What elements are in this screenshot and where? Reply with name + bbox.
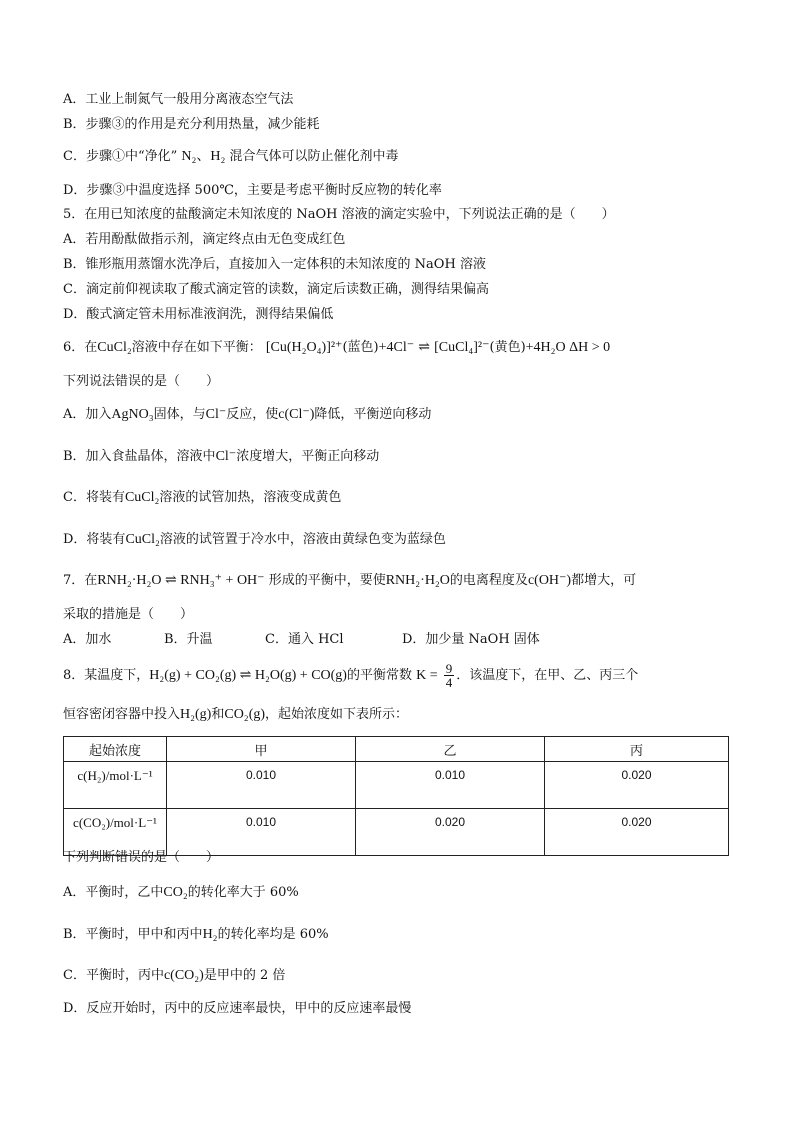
q8-option-b-text-2: 的转化率均是 60% bbox=[217, 927, 329, 942]
table-cell: 0.010 bbox=[167, 762, 356, 809]
q6-formula-cucl2-d: CuCl₂ bbox=[125, 532, 160, 547]
q5-option-a: A．若用酚酞做指示剂，滴定终点由无色变成红色 bbox=[63, 232, 346, 247]
table-header-row bbox=[64, 737, 729, 762]
q8-option-a bbox=[63, 884, 299, 902]
q8-option-c-text: C．平衡时，丙中 bbox=[63, 968, 164, 983]
table-cell: 0.020 bbox=[545, 809, 729, 856]
q5-option-b: B．锥形瓶用蒸馏水洗净后，直接加入一定体积的未知浓度的 NaOH 溶液 bbox=[63, 257, 486, 272]
q8-k-denominator: 4 bbox=[445, 675, 453, 690]
q6-ion-complex-1: [Cu(H₂O₄)]²⁺ bbox=[265, 340, 343, 355]
q7-stem-text: 7．在 bbox=[63, 573, 98, 588]
table-header-cell: 乙 bbox=[356, 737, 545, 762]
q8-k-fraction bbox=[444, 662, 455, 689]
q6-formula-ccl: c(Cl⁻) bbox=[278, 407, 315, 422]
q6-option-c-text-2: 溶液的试管加热，溶液变成黄色 bbox=[159, 490, 342, 505]
q7-stem-text-2: 形成的平衡中，要使 bbox=[268, 573, 386, 588]
q8-formula-co2g: CO₂(g) bbox=[224, 707, 266, 722]
table-row-label: c(CO₂)/mol·L⁻¹ bbox=[64, 809, 167, 856]
q8-line2-and: 和 bbox=[211, 707, 225, 722]
q6-color-blue: (蓝色) bbox=[342, 340, 379, 355]
q8-stem-text: 8．某温度下， bbox=[63, 668, 150, 683]
table-header-cell: 起始浓度 bbox=[64, 737, 167, 762]
q8-option-a-text-2: 的转化率大于 60% bbox=[187, 885, 299, 900]
q4-option-c-text: C．步骤①中“净化” bbox=[63, 149, 178, 164]
q6-option-c-text: C．将装有 bbox=[63, 490, 125, 505]
q6-formula-cl: Cl⁻ bbox=[205, 407, 227, 422]
q6-option-a-text-4: 降低，平衡逆向移动 bbox=[314, 407, 432, 422]
table-cell: 0.020 bbox=[356, 809, 545, 856]
q4-option-c-formula: N₂、H₂ bbox=[181, 149, 226, 164]
table-header-cell: 丙 bbox=[545, 737, 729, 762]
table-row bbox=[64, 762, 729, 809]
table-header-cell: 甲 bbox=[167, 737, 356, 762]
q8-option-b bbox=[63, 926, 329, 944]
initial-concentration-table bbox=[63, 736, 729, 856]
q7-stem-text-4: 都增大，可 bbox=[571, 573, 637, 588]
q4-option-c bbox=[63, 148, 399, 166]
q6-formula-cucl2: CuCl₂ bbox=[97, 340, 132, 355]
q6-option-a-text-3: 反应，使 bbox=[226, 407, 279, 422]
q6-color-yellow: (黄色) bbox=[489, 340, 526, 355]
q5-stem: 5．在用已知浓度的盐酸滴定未知浓度的 NaOH 溶液的滴定实验中，下列说法正确的是（ ） bbox=[63, 207, 615, 222]
q4-option-d: D．步骤③中温度选择 500℃，主要是考虑平衡时反应物的转化率 bbox=[63, 183, 442, 198]
q8-equation: H₂(g) + CO₂(g) ⇌ H₂O(g) + CO(g) bbox=[149, 668, 347, 683]
q7-stem-line-2: 采取的措施是（ ） bbox=[63, 607, 194, 622]
q6-option-b bbox=[63, 448, 379, 466]
q8-line2-text: 恒容密闭容器中投入 bbox=[63, 707, 181, 722]
q7-stem-text-3: 的电离程度及 bbox=[449, 573, 528, 588]
q8-option-c-formula: c(CO₂) bbox=[163, 968, 204, 983]
q8-option-c bbox=[63, 967, 285, 985]
q7-stem bbox=[63, 572, 636, 590]
q8-option-b-text: B．平衡时，甲中和丙中 bbox=[63, 927, 203, 942]
q6-sub-question: 下列说法错误的是（ ） bbox=[63, 374, 220, 389]
q8-line2-text-2: ，起始浓度如下表所示： bbox=[265, 707, 409, 722]
q6-formula-cl-b: Cl⁻ bbox=[215, 449, 237, 464]
q6-option-d-text: D．将装有 bbox=[63, 532, 126, 547]
q8-option-a-formula: CO₂ bbox=[163, 885, 188, 900]
q8-option-a-text: A．平衡时，乙中 bbox=[63, 885, 164, 900]
q8-stem-text-2: 的平衡常数 bbox=[346, 668, 412, 683]
q6-stem-text-2: 溶液中存在如下平衡： bbox=[131, 340, 262, 355]
q7-formula-base: RNH₂·H₂O bbox=[385, 573, 450, 588]
q6-option-d bbox=[63, 531, 446, 549]
q7-option-a: A．加水 bbox=[63, 632, 112, 647]
q8-formula-h2g: H₂(g) bbox=[180, 707, 212, 722]
q6-option-a-text: A．加入 bbox=[63, 407, 112, 422]
q8-sub-question: 下列判断错误的是（ ） bbox=[63, 850, 220, 865]
q7-option-c: C．通入 HCl bbox=[265, 632, 344, 647]
q6-formula-agno3: AgNO₃ bbox=[111, 407, 154, 422]
q6-option-d-text-2: 溶液的试管置于冷水中，溶液由黄绿色变为蓝绿色 bbox=[159, 532, 446, 547]
q4-option-a: A．工业上制氮气一般用分离液态空气法 bbox=[63, 92, 294, 107]
q8-k-numerator: 9 bbox=[445, 661, 453, 676]
table-cell: 0.010 bbox=[356, 762, 545, 809]
q6-ion-complex-2: [CuCl₄]²⁻ bbox=[434, 340, 490, 355]
q8-stem bbox=[63, 662, 638, 690]
q8-option-b-formula: H₂ bbox=[202, 927, 218, 942]
q4-option-b: B．步骤③的作用是充分利用热量，减少能耗 bbox=[63, 117, 320, 132]
q5-option-c: C．滴定前仰视读取了酸式滴定管的读数，滴定后读数正确，测得结果偏高 bbox=[63, 282, 489, 297]
q6-stem bbox=[63, 339, 610, 357]
table-row-label: c(H₂)/mol·L⁻¹ bbox=[64, 762, 167, 809]
q6-formula-cucl2-c: CuCl₂ bbox=[124, 490, 160, 505]
q6-water-enthalpy: +4H₂O ΔH > 0 bbox=[525, 340, 611, 355]
q8-option-c-text-2: 是甲中的 2 倍 bbox=[203, 968, 286, 983]
q7-option-d: D．加少量 NaOH 固体 bbox=[402, 632, 540, 647]
q7-formula-coh: c(OH⁻) bbox=[527, 573, 572, 588]
q6-option-b-text-2: 浓度增大，平衡正向移动 bbox=[236, 449, 380, 464]
q8-stem-line-2 bbox=[63, 706, 408, 724]
q6-option-a-text-2: 固体，与 bbox=[153, 407, 206, 422]
q6-option-c bbox=[63, 489, 341, 507]
q5-option-d: D．酸式滴定管未用标准液润洗，测得结果偏低 bbox=[63, 307, 334, 322]
q6-option-a bbox=[63, 406, 431, 424]
q8-option-d: D．反应开始时，丙中的反应速率最快，甲中的反应速率最慢 bbox=[63, 1001, 412, 1016]
q6-chloride-term: +4Cl⁻ bbox=[378, 340, 415, 355]
q7-equation: RNH₂·H₂O ⇌ RNH₃⁺ + OH⁻ bbox=[97, 573, 265, 588]
q6-equilibrium-arrow: ⇌ bbox=[418, 340, 430, 355]
q4-option-c-text-end: 混合气体可以防止催化剂中毒 bbox=[229, 149, 399, 164]
q8-k-label: K = bbox=[416, 668, 438, 683]
q6-stem-text: 6．在 bbox=[63, 340, 98, 355]
q6-option-b-text: B．加入食盐晶体，溶液中 bbox=[63, 449, 216, 464]
q7-option-b: B．升温 bbox=[164, 632, 213, 647]
table-cell: 0.020 bbox=[545, 762, 729, 809]
table-cell: 0.010 bbox=[167, 809, 356, 856]
q8-stem-text-3: ．该温度下，在甲、乙、丙三个 bbox=[456, 668, 639, 683]
